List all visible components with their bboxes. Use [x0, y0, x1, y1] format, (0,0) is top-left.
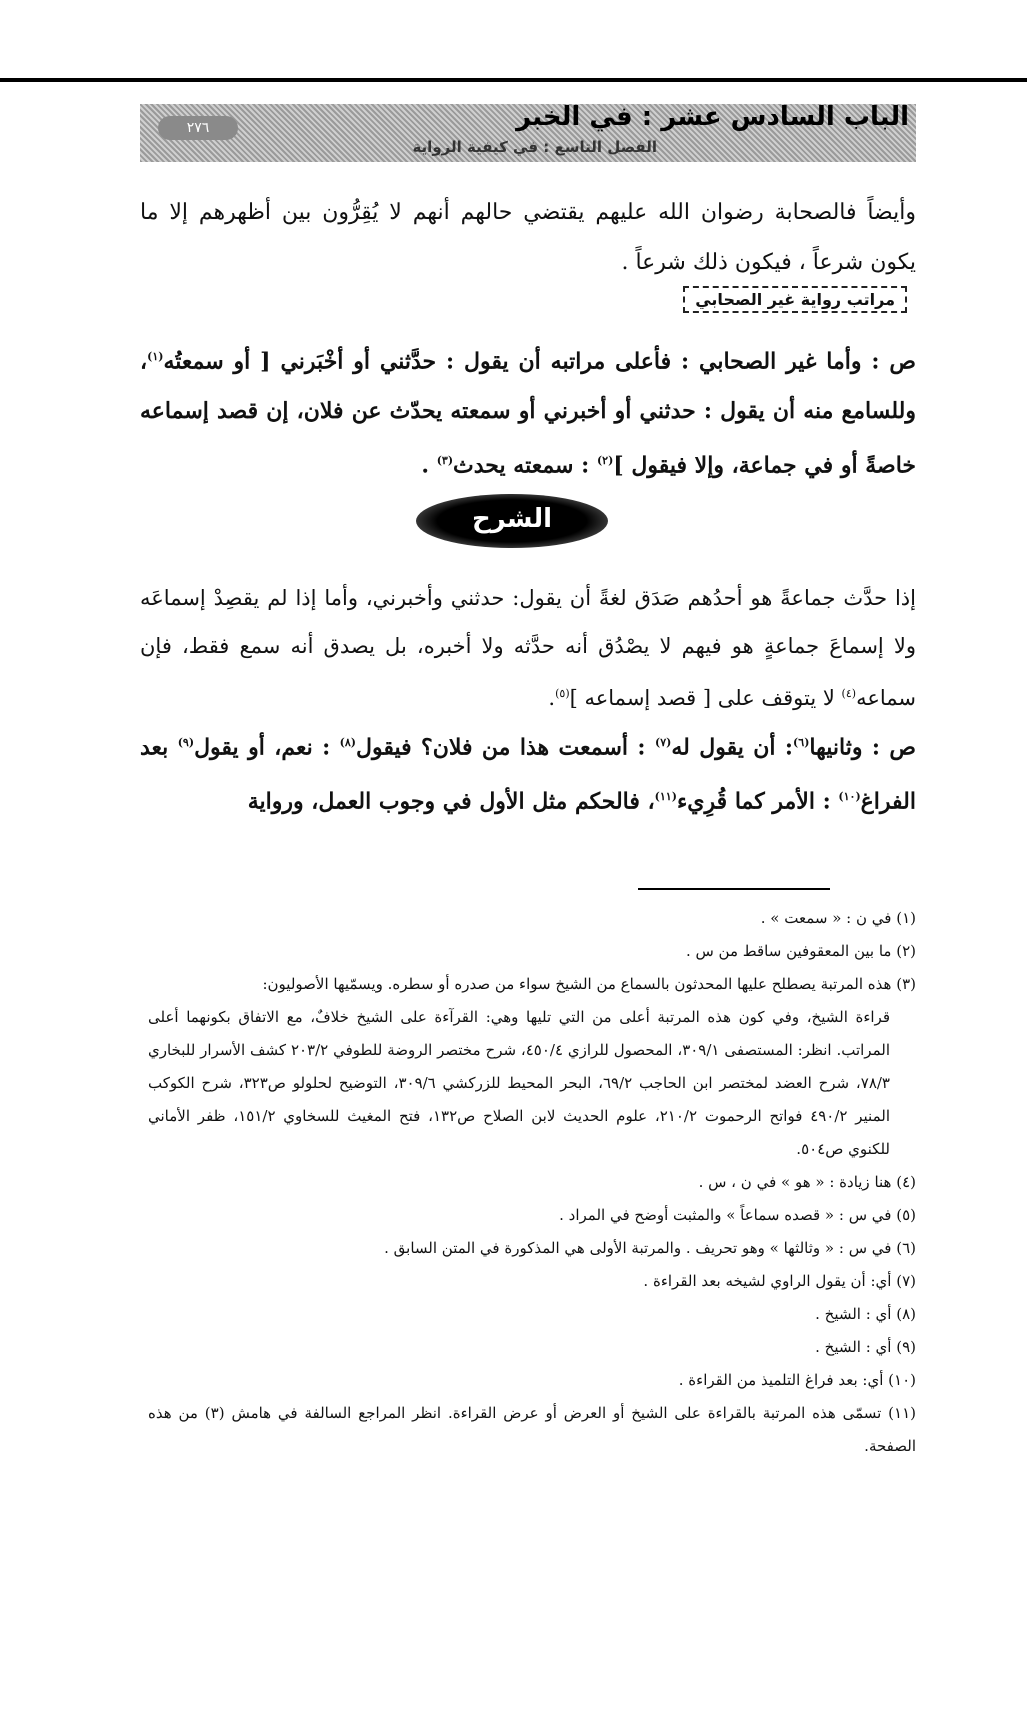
page-number: ٢٧٦: [158, 116, 238, 140]
section-title: الفصل التاسع : في كيفية الرواية: [412, 138, 657, 156]
footnote-9: (٩) أي : الشيخ .: [815, 1338, 916, 1356]
matn-paragraph-1: [140, 332, 916, 491]
footnotes: [148, 902, 916, 1463]
matn2-text-c: : أسمعت هذا من فلان؟ فيقول: [356, 734, 655, 761]
footnote-ref-4: (٤): [841, 687, 857, 700]
matn2-text-a: ص : وثانيها: [809, 734, 916, 761]
matn2-text-f: : الأمر كما قُرِيء: [676, 788, 839, 815]
footnote-ref-1: (١): [147, 350, 164, 363]
footnote-5: (٥) في س : « قصده سماعاً » والمثبت أوضح في المراد .: [559, 1206, 916, 1224]
matn1-text-c: : سمعته يحدث: [453, 452, 597, 479]
footnote-7: (٧) أي: أن يقول الراوي لشيخه بعد القراءة .: [643, 1272, 916, 1290]
matn2-text-b: : أن يقول له: [671, 734, 794, 761]
side-subheading: مراتب رواية غير الصحابي: [683, 286, 907, 313]
footnote-ref-8: (٨): [339, 736, 356, 749]
sharh-badge: الشرح: [416, 494, 608, 548]
commentary-text-a: إذا حدَّث جماعةً هو أحدُهم صَدَق لغةً أن يقول: حدثني وأخبرني، وأما إذا لم يقصِدْ إسماعَه ولا إسماعَ جماعةٍ هو فيهم لا يصْدُق أنه حدَّثه ولا أخبره، بل يصدق أنه سمع فقط، فإن سماعه: [140, 586, 916, 710]
matn2-text-g: ، فالحكم مثل الأول في وجوب العمل، ورواية: [247, 788, 655, 815]
footnote-1: (١) في ن : « سمعت » .: [760, 909, 916, 927]
paragraph-1: وأيضاً فالصحابة رضوان الله عليهم يقتضي حالهم أنهم لا يُقِرُّون بين أظهرهم إلا ما يكون شرعاً ، فيكون ذلك شرعاً .: [140, 200, 916, 275]
footnote-ref-7: (٧): [654, 736, 672, 749]
commentary-text-c: .: [548, 686, 556, 710]
footnote-10: (١٠) أي: بعد فراغ التلميذ من القراءة .: [678, 1371, 916, 1389]
footnote-ref-10: (١٠): [838, 790, 861, 804]
footnote-ref-5: (٥): [555, 687, 570, 700]
footnote-6: (٦) في س : « وثالثها » وهو تحريف . والمرتبة الأولى هي المذكورة في المتن السابق .: [384, 1239, 916, 1257]
footnote-ref-6: (٦): [793, 736, 810, 749]
top-rule: [0, 78, 1027, 82]
matn1-text-d: .: [421, 452, 437, 479]
matn1-text-b: ، وللسامع منه أن يقول : حدثني أو أخبرني أو سمعته يحدّث عن فلان، إن قصد إسماعه خاصةً أو في جماعة، وإلا فيقول ]: [140, 348, 916, 479]
footnote-3: (٣) هذه المرتبة يصطلح عليها المحدثون بالسماع من الشيخ سواء من صدره أو سطره. ويسمّيها الأصوليون:: [262, 975, 916, 993]
footnote-11: (١١) تسمّى هذه المرتبة بالقراءة على الشيخ أو العرض أو عرض القراءة. انظر المراجع السالفة في هامش (٣) من هذه الصفحة.: [148, 1404, 917, 1455]
matn-paragraph-2: [140, 718, 916, 827]
commentary-paragraph: [140, 574, 916, 722]
footnote-3-continued: قراءة الشيخ، وفي كون هذه المرتبة أعلى من التي تليها وهي: القرآءة على الشيخ خلافٌ، مع الاتفاق بكونهما أعلى المراتب. انظر: المستصفى ٣٠٩/١، المحصول للرازي ٤٥٠/٤، شرح مختصر الروضة للطوفي ٢٠٣/٢ كشف الأسرار للبخاري ٧٨/٣، شرح العضد لمختصر ابن الحاجب ٦٩/٢، البحر المحيط للزركشي ٣٠٩/٦، التوضيح لحلولو ص٣٢٣، شرح الكوكب المنير ٤٩٠/٢ فواتح الرحموت ٢١٠/٢، علوم الحديث لابن الصلاح ص١٣٢، فتح المغيث للسخاوي ١٥١/٢، ظفر الأماني للكنوي ص٥٠٤.: [148, 1008, 890, 1158]
footnote-ref-9: (٩): [177, 736, 195, 749]
footnote-ref-2: (٢): [596, 454, 614, 468]
commentary-text-b: لا يتوقف على [ قصد إسماعه ]: [569, 686, 842, 710]
footnote-ref-3: (٣): [436, 454, 454, 468]
matn2-text-e: بعد الفراغ: [140, 734, 916, 815]
matn2-text-d: : نعم، أو يقول: [194, 734, 340, 761]
chapter-title: الباب السادس عشر : في الخبر: [516, 102, 909, 132]
footnote-8: (٨) أي : الشيخ .: [815, 1305, 916, 1323]
footnote-ref-11: (١١): [654, 790, 677, 804]
footnote-4: (٤) هنا زيادة : « هو » في ن ، س .: [698, 1173, 916, 1191]
matn1-text-a: ص : وأما غير الصحابي : فأعلى مراتبه أن يقول : حدَّثني أو أخْبَرني [ أو سمعتُه: [163, 348, 916, 375]
footnote-2: (٢) ما بين المعقوفين ساقط من س .: [685, 942, 916, 960]
footnote-separator: [638, 888, 830, 890]
